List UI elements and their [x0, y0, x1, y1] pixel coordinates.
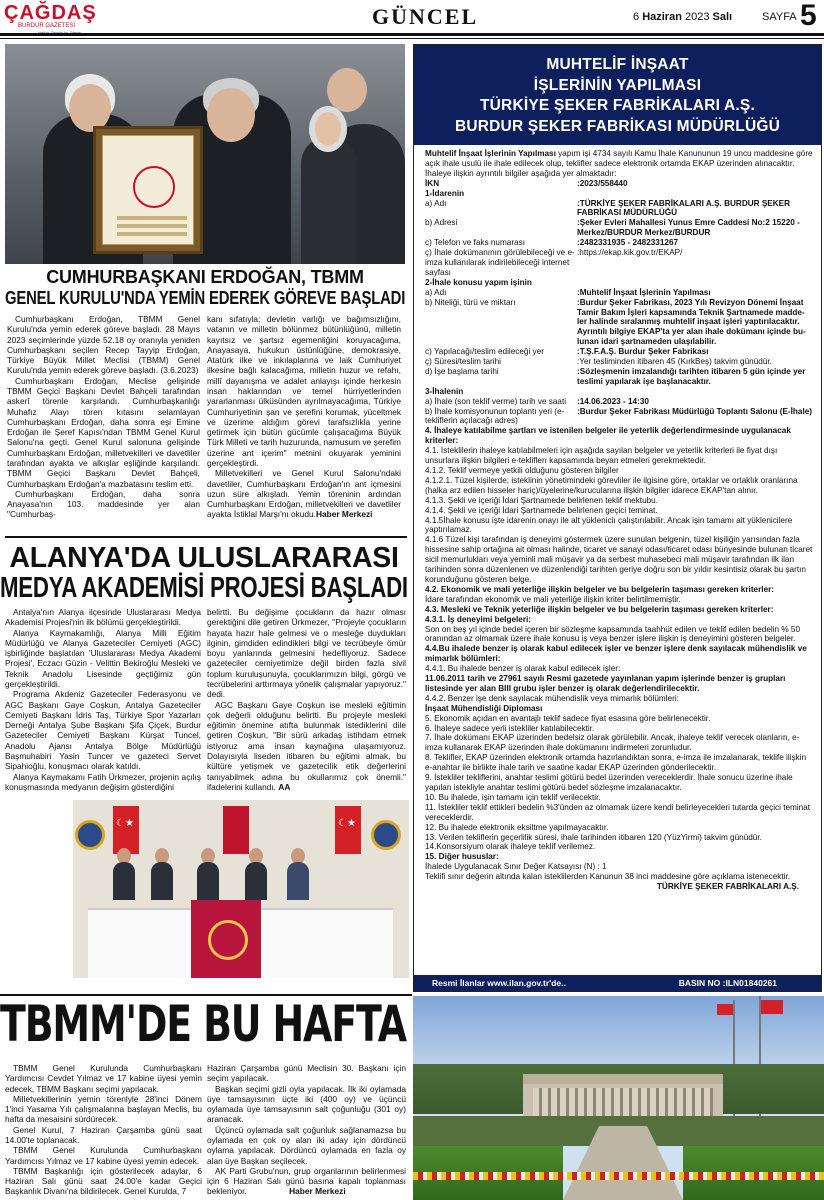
paragraph: Cumhurbaşkanı Erdoğan, TBMM Genel Kurulu'nda yemin ederek göreve başladı. 28 Mayıs 2023 seçimlerinde yüzde 52.18 oy oranıyla yeniden Cumhurbaşkanı seçilen Recep Tayyip Erdoğan, Türkiye Büyük Millet Meclisi (TBMM) Genel Kurulu'nda yemin ederek göreve başladı. (3.6.2023) — [7, 314, 200, 376]
notice-footer-right: BASIN NO :ILN01840261 — [678, 978, 777, 988]
notice-title-line: BURDUR ŞEKER FABRİKASI MÜDÜRLÜĞÜ — [454, 117, 780, 135]
issue-date — [633, 11, 732, 23]
notice-paragraph: 4.1.6 Tüzel kişi tarafından iş deneyimi göstermek üzere sunulan belgenin, tüzel kişiliğin yarısından fazla hissesine sahip ortağına ait olması halinde, ticaret ve sanayi odası/ticaret odası bünyesinde bulunan ticaret sicil memurlukları veya yeminli mali müşavir ya da serbest muhasebeci mali müşavir tarafından ilk ilan tarihinden sonra düzenlenen ve düzenlendiği tarihten geriye doğru son bir yıldır kesintisiz olarak bu şartın korunduğunu gösteren belge. — [425, 535, 813, 584]
notice-row-label: c) Telefon ve faks numarası — [425, 238, 525, 248]
paragraph: TBMM Genel Kurulunda Cumhurbaşkanı Yardımcısı Cevdet Yılmaz ve 17 kabine üyesi yemin edecek, TBMM Başkanı seçimi yapılacak. — [5, 1063, 202, 1094]
article3-column2 — [207, 1063, 406, 1197]
notice-paragraph: 4. İhaleye katılabilme şartları ve istenilen belgeler ile yeterlik değerlendirmesinde uygulanacak kriterler: — [425, 426, 791, 446]
notice-row-label: b) Niteliği, türü ve miktarı — [425, 297, 516, 307]
notice-intro: Muhtelif İnşaat İşlerinin Yapılması yapım işi 4734 sayılı Kamu İhale Kanununun 19 uncu maddesine göre açık ihale usulü ile ihale edilecek olup, teklifler sadece elektronik ortamda EKAP üzerinden alınacaktır. İhaleye ilişkin ayrıntılı bilgiler aşağıda yer almaktadır: — [425, 149, 813, 178]
notice-paragraph: 4.1.3. Şekli ve içeriği İdari Şartnamede belirlenen teklif mektubu. — [425, 495, 659, 505]
article2-headline-line2: MEDYA AKADEMİSİ PROJESİ BAŞLADI — [0, 572, 408, 604]
paragraph: kanı sıfatıyla; devletin varlığı ve bağımsızlığını, vatanın ve milletin bölünmez bütünlüğünü, milletin kayıtsız ve şartsız egemenliğini koruyacağıma, Anayasaya, hukukun üstünlüğüne, demokrasiye, Atatürk ilke ve inkılaplarına ve laik Cumhuriyet ilkesine bağlı kalacağıma, milletin huzur ve refahı, millî dayanışma ve adalet anlayışı içinde herkesin insan haklarından ve temel hürriyetlerinden yararlanması ülküsünden ayrılmayacağıma, Türkiye Cumhuriyetinin şan ve şerefini korumak, yüceltmek ve üzerime aldığım görevi tarafsızlıkla yerine getirmek için bütün gücümle çalışacağıma Büyük Türk Milleti ve tarih huzurunda, namusum ve şerefim üzerine ant içerim" metnini okuyarak yeminini gerçekleştirdi. — [207, 314, 401, 468]
notice-row-label: ç) Süresi/teslim tarihi — [425, 357, 501, 367]
parliament-building-photo — [413, 996, 824, 1200]
notice-row-value: :Burdur Şeker Fabrikası Müdürlüğü Toplantı Salonu (E-İhale) — [577, 406, 813, 416]
notice-paragraph: 9. İstekliler tekliflerini, anahtar teslimi götürü bedel üzerinden vereceklerdir. İhale sonucu üzerine ihale yapılan istekliyle anahtar teslimi götürü bedel sözleşme imzalanacaktır. — [425, 773, 793, 792]
notice-section-title: 1-İdarenin — [425, 188, 465, 198]
article-divider — [5, 536, 407, 538]
notice-row — [425, 407, 813, 427]
paragraph: Antalya'nın Alanya ilçesinde Uluslararası Medya Akademisi Projesi'nin ilk bölümü gerçekleştirildi. — [5, 607, 201, 628]
notice-ikn: İKN :2023/558440 — [425, 178, 628, 188]
notice-section3 — [425, 397, 813, 427]
notice-row-value: :Muhtelif İnşaat İşlerinin Yapılması — [577, 287, 711, 297]
notice-row-label: ç) İhale dokümanının görülebileceği ve e-imza kullanılarak indirilebileceği internet sayfası — [425, 248, 575, 277]
article1-headline[interactable] — [5, 268, 405, 307]
paragraph: Genel Kurul, 7 Haziran Çarşamba günü saat 14.00'te toplanacak. — [5, 1124, 202, 1145]
notice-row-value: :Burdur Şeker Fabrikası, 2023 Yılı Revizyon Dönemi İnşaat Tamir Bakım İşleri kapsamında Teknik Şartnamede madde-ler halinde sıralanmış muhtelif inşaat işleri yaptırılacaktır. Ayrıntılı bilgiye EKAP'ta yer alan ihale dokümanı içinde bu-lunan idari şartnameden ulaşılabilir. — [577, 297, 806, 347]
notice-paragraphs — [425, 426, 813, 882]
paragraph: AGC Başkanı Gaye Coşkun ise mesleki eğitimin çok değerli olduğunu belirtti. Bu projeyle mesleki eğitimin önemine atıfta bulunmak istediklerini dile getiren Coşkun, "Bir sürü arkadaş istihdam etmek istiyoruz ama insan kaynağına ulaşamıyoruz. Dolayısıyla liseden itibaren bu eğitimi almak, bu kültüre yetişmek ve gazetecilik etik değerlerini tanıyabilmek adına bu okullarımız çok önemli." ifadelerini kullandı. AA — [207, 699, 406, 792]
notice-section-title: 3-İhalenin — [425, 386, 464, 396]
paragraph: Programa Akdeniz Gazeteciler Federasyonu ve AGC Başkanı Gaye Coşkun, Antalya Gazeteciler Cemiyeti Başkanı İdris Taş, Türkiye Spor Yazarları Derneği Antalya Şube Başkanı Şifa Çiçek, Burdur Gazeteciler Cemiyeti Başkanı Kürşat Tuncel, Anadolu Ajansı Antalya Bölge Müdürlüğü Başmuhabiri Yasin Tuncer ve gazeteci Servet Sipahioğlu, konuşmacı olarak katıldı. — [5, 689, 201, 772]
notice-paragraph: 4.3. Mesleki ve Teknik yeterliğe ilişkin belgeler ve bu belgelerin taşıması gereken kriterler: — [425, 604, 774, 614]
notice-paragraph: 4.1.2. Teklif vermeye yetkili olduğunu gösteren bilgiler — [425, 466, 619, 475]
notice-title-line: İŞLERİNİN YAPILMASI — [533, 76, 702, 94]
notice-row — [425, 347, 813, 357]
byline: Haber Merkezi — [315, 509, 373, 520]
notice-row-label: b) İhale komisyonunun toplantı yeri (e-tekliflerin açılacağı adres) — [425, 406, 565, 426]
notice-paragraph: 4.1.5İhale konusu işte idarenin onayı ile alt yükleniciı çalıştırılabilir. Ancak işin tamamı alt yüklenicilere yaptırılamaz. — [425, 515, 793, 535]
notice-row-value: :Yer tesliminden itibaren 45 (KırkBeş) takvim günüdür. — [577, 357, 772, 367]
notice-row-label: d) İşe başlama tarihi — [425, 366, 499, 376]
date-year: 2023 — [685, 11, 710, 23]
notice-paragraph: 12. Bu ihalede elektronik eksiltme yapılmayacaktır. — [425, 822, 609, 832]
notice-title-line: MUHTELİF İNŞAAT — [546, 56, 689, 73]
article1-column1 — [7, 314, 200, 520]
newspaper-logo[interactable] — [4, 3, 110, 33]
notice-paragraph: 4.4.1. Bu ihalede benzer iş olarak kabul edilecek işler: — [425, 664, 621, 674]
notice-header — [414, 45, 821, 145]
article2-headline-line1: ALANYA'DA ULUSLARARASI — [9, 542, 399, 574]
logo-title: ÇAĞDAŞ — [4, 2, 97, 24]
notice-paragraph: 11.06.2011 tarih ve 27961 sayılı Resmi gazetede yayınlanan yapım işlerinde benzer iş grupları listesinde yer alan BIII grubu işler benzer iş olarak değerlendirilecektir. — [425, 674, 786, 693]
notice-row — [425, 238, 813, 248]
notice-row-value: :14.06.2023 - 14:30 — [577, 396, 649, 406]
notice-row-value: :Şeker Evleri Mahallesi Yunus Emre Caddesi No:2 15220 - Merkez/BURDUR Merkez/BURDUR — [577, 218, 800, 238]
notice-paragraph: 4.4.2. Benzer işe denk sayılacak mühendislik veya mimarlık bölümleri: — [425, 693, 679, 703]
byline: Haber Merkezi — [289, 1186, 346, 1197]
article3-column1 — [5, 1063, 202, 1197]
notice-paragraph: İhalede Uygulanacak Sınır Değer Katsayısı (N) : 1 — [425, 862, 607, 872]
paragraph: TBMM Genel Kurulunda Cumhurbaşkanı Yardımcısı Yılmaz ve 17 kabine üyesi yemin edecek. — [5, 1145, 202, 1166]
paragraph: Alanya Kaymakamı Fatih Ürkmezer, projenin açılış konuşmasında medyanın değişim gösterdiğini — [5, 771, 201, 792]
paragraph: belirtti. Bu değişime çocukların da hazır olması gerektiğini dile getiren Ürkmezer, "Projeyle çocukların hayata hazır hale gelmesi ve o mesleğe duydukları ilginin, gimdiden edindikleri bilgi ve tecrübeyle ömür boyu yanlarında gelmesini hedefliyoruz. Sadece gazeteciler cemiyetimize değil birden fazla sivil toplum kuruluşunuyla, çocuklarımızın bilgi, görgü ve tecrübelerini arttırmaya yönelik çalışmalar yapıyoruz." dedi. — [207, 607, 406, 700]
notice-row-label: a) Adı — [425, 198, 447, 208]
notice-paragraph: 15. Diğer hususlar: — [425, 852, 499, 862]
page-number: 5 — [800, 0, 817, 32]
paragraph: Alanya Kaymakamlığı, Alanya Milli Eğitim Müdürlüğü ve Alanya Gazeteciler Cemiyeti (AGC) işbirliğinde başlatılan 'Uluslararası Medya Akademi Projesi', Eczacı Güzin - Velittin Bekiroğlu Mesleki ve Teknik Anadolu Lisesinde geçtiğimiz gün gerçekleştirildi. — [5, 627, 201, 689]
article2-column1 — [5, 607, 201, 792]
notice-paragraph: 4.2. Ekonomik ve mali yeterliğe ilişkin belgeler ve bu belgelerin taşıması gereken kriterler: — [425, 584, 775, 594]
notice-row — [425, 298, 813, 348]
notice-paragraph: 7. İhale dokümanı EKAP üzerinden bedelsiz olarak görülebilir. Ancak, ihaleye teklif verecek olanların, e-imza kullanarak EKAP üzerinden ihale dokümanını indirmeleri zorunludur. — [425, 733, 800, 753]
notice-paragraph: 4.1.2.1. Tüzel kişilerde; isteklinin yönetimindeki görevliler ile ilgisine göre, ortaklar ve ortaklık oranlarına (halka arz edilen hisseler hariç)/üyelerine/kurucularına ilişkin bilgiler idarece EKAP'tan alınır. — [425, 475, 798, 495]
notice-paragraph: 5. Ekonomik açıdan en avantajlı teklif sadece fiyat esasına göre belirlenecektir. — [425, 713, 711, 723]
notice-section2 — [425, 288, 813, 387]
notice-paragraph: 13. Verilen tekliflerin geçerlilik süresi, ihale tarihinden itibaren 120 (YüzYirmi) takvim günüdür. — [425, 832, 762, 842]
notice-signature: TÜRKİYE ŞEKER FABRİKALARI A.Ş. — [656, 882, 799, 892]
date-day: 6 — [633, 11, 640, 23]
section-title: GÜNCEL — [372, 4, 479, 29]
article2-headline[interactable] — [0, 543, 408, 603]
paragraph: Milletvekillerinin yemin törenlyle 28'inci Dönem 1'inci Yasama Yılı çalışmalarına başlayan Meclis, bu hafta da mesaisini sürdürecek. — [5, 1093, 202, 1125]
notice-paragraph: 4.3.1. İş deneyimi belgeleri: — [425, 614, 532, 624]
notice-paragraph: 10. Bu ihalede, işin tamamı için teklif verilecektir. — [425, 792, 601, 802]
header-rule — [0, 33, 824, 36]
notice-paragraph: İnşaat Mühendisliği Diploması — [425, 703, 543, 713]
notice-section1 — [425, 199, 813, 278]
notice-row — [425, 248, 813, 278]
byline: AA — [278, 781, 291, 792]
article1-headline-line1: CUMHURBAŞKANI ERDOĞAN, TBMM — [46, 267, 364, 287]
paragraph: Milletvekilleri ve Genel Kurul Salonu'ndaki davetliler, Cumhurbaşkanı Erdoğan'ın ant içmesini uzun süre alkışladı. Yemin töreninin ardından Cumhurbaşkanı Erdoğan, milletvekilleri ve davetliler ayakta İstiklal Marşı'nı okudu.Haber Merkezi — [207, 468, 401, 520]
notice-row-label: b) Adresi — [425, 218, 458, 228]
article3-headline[interactable]: TBMM'DE BU HAFTA — [0, 995, 406, 1053]
paragraph: Cumhurbaşkanı Erdoğan, daha sonra Anayasa'nın 103. maddesinde yer alan "Cumhurbaş- — [7, 488, 200, 520]
media-academy-photo — [73, 800, 409, 978]
paragraph: Üçüncü oylamada salt çoğunluk sağlanamazsa bu oylamada en çok oy alan iki aday için dördüncü oylama yapılacak. Dördüncü oylamada en fazla oy alan üye Başkan seçilecek. — [207, 1124, 406, 1166]
notice-row-value: :T.Ş.F.A.Ş. Burdur Şeker Fabrikası — [577, 347, 709, 357]
paragraph: Başkan seçimi gizli oyla yapılacak. İlk iki oylamada üye tamsayısının üçte iki (400 oy) ve üçüncü oylamada üye tamsayısının salt çoğunluğu (301 oy) aranacak. — [207, 1083, 406, 1125]
paragraph: TBMM Başkanlığı için gösterilecek adaylar, 6 Haziran Salı günü saat 24.00'e kadar Geçici Başkanlık Divanı'na bildirilecek. Genel Kurulda, 7 — [5, 1165, 202, 1197]
notice-row — [425, 218, 813, 238]
notice-footer-left[interactable]: Resmi İlanlar www.ilan.gov.tr'de.. — [432, 978, 566, 988]
notice-row — [425, 397, 813, 407]
page-label: SAYFA — [762, 11, 797, 23]
notice-body — [425, 149, 813, 892]
paragraph: Cumhurbaşkanı Erdoğan, Meclise gelişinde TBMM Geçici Başkanı Devlet Bahçeli tarafından askerî törenle karşılandı. Cumhurbaşkanlığı Muhafız Alayı tören kıtasını selamlayan Cumhurbaşkanı Erdoğan, daha sonra eşi Emine Erdoğan ile Şeref Kapısı'ndan TBMM Genel Kurul Salonu'na geçti. Genel Kurul salonuna gelişinde Cumhurbaşkanı Erdoğan, milletvekilleri ve davetliler tarafından ayakta ve alkışlar eşliğinde karşılandı. TBMM Geçici Başkanı Devlet Bahçeli, Cumhurbaşkanı Erdoğan'a mazbatasını teslim etti. — [7, 375, 200, 489]
logo-subtitle: BURDUR GAZETESİ — [18, 23, 76, 29]
notice-row-value: :https://ekap.kik.gov.tr/EKAP/ — [577, 248, 683, 258]
notice-row-value: :TÜRKİYE ŞEKER FABRİKALARI A.Ş. BURDUR ŞEKER FABRİKASI MÜDÜRLÜĞÜ — [577, 198, 791, 218]
notice-title-line: TÜRKİYE ŞEKER FABRİKALARI A.Ş. — [480, 97, 755, 114]
notice-row-value: :Sözleşmenin imzalandığı tarihten itibaren 5 gün içinde yer teslimi yapılarak işe başlanacaktır. — [577, 366, 806, 386]
notice-paragraph: 11. İstekliler teklif ettikleri bedelin %3'ünden az olmamak üzere kendi belirleyecekleri tutarda geçici teminat vereceklerdir. — [425, 802, 811, 822]
notice-row — [425, 357, 813, 367]
notice-section-title: 2-İhale konusu yapım işinin — [425, 277, 532, 287]
certificate-frame — [93, 126, 203, 254]
notice-paragraph: 4.1. İsteklilerin ihaleye katılabilmeleri için aşağıda sayılan belgeler ve yeterlik kriterleri ile fiyat dışı unsurlara ilişkin bilgileri e-tekliflerı kapsamında beyan etmeleri gerekmektedir. — [425, 446, 778, 466]
notice-row-label: a) İhale (son teklif verme) tarih ve saati — [425, 396, 567, 406]
date-weekday: Salı — [712, 11, 733, 23]
association-banner — [191, 900, 261, 978]
article1-headline-line2: GENEL KURULU'NDA YEMİN EDEREK GÖREVE BAŞLADI — [5, 288, 406, 308]
notice-paragraph: İdare tarafından ekonomik ve mali yeterliğe ilişkin kriter belirtilmemiştir. — [425, 594, 681, 604]
notice-row-value: :2482331935 - 2482331267 — [577, 238, 679, 248]
notice-row-label: c) Yapılacağı/teslim edileceği yer — [425, 347, 544, 357]
notice-paragraph: 4.1.4. Şekli ve içeriği İdari Şartnamede belirlenen geçici teminat. — [425, 505, 658, 515]
notice-paragraph: 6. İhaleye sadece yerli istekliler katılabilecektir. — [425, 723, 595, 733]
oath-ceremony-photo — [5, 44, 405, 264]
page-header — [0, 0, 824, 34]
notice-paragraph: Son on beş yıl içinde bedel içeren bir sözleşme kapsamında taahhüt edilen ve teklif edilen bedelin % 50 oranından az olmamak üzere ihale konusu iş veya benzer işlere ilişkin iş deneyimini gösteren belgeler. — [425, 624, 801, 644]
header-rule-thin — [0, 38, 824, 39]
notice-paragraph: 14.Konsorsiyum olarak ihaleye teklif verilemez. — [425, 842, 596, 852]
paragraph: AK Parti Grubu'nun, grup organlarının belirlenmesi için 6 Haziran Salı günü basına kapalı toplanması bekleniyor. Haber Merkezi — [207, 1165, 406, 1197]
paragraph: Haziran Çarşamba günü Meclisin 30. Başkanı için seçim yapılacak. — [207, 1063, 406, 1084]
notice-paragraph: 4.4.Bu ihalede benzer iş olarak kabul edilecek işler ve benzer işlere denk sayılacak mühendislik ve mimarlık bölümleri: — [425, 644, 807, 664]
notice-row-label: a) Adı — [425, 287, 447, 297]
notice-paragraph: Teklifi sınır değerin altında kalan isteklilerden Kanunun 38 inci maddesine göre açıklama istenecektir. — [425, 872, 791, 882]
notice-paragraph: 8. Teklifler, EKAP üzerinden elektronik ortamda hazırlandıktan sonra, e-imza ile imzalanarak, teklife ilişkin e-anahtar ile birlikte ihale tarih ve saatine kadar EKAP üzerinden gönderilecektir. — [425, 753, 807, 773]
notice-row — [425, 367, 813, 387]
notice-footer — [414, 975, 821, 991]
article2-column2 — [207, 607, 406, 792]
notice-row — [425, 288, 813, 298]
notice-row — [425, 199, 813, 219]
date-month: Haziran — [642, 11, 682, 23]
article1-column2 — [207, 314, 401, 520]
